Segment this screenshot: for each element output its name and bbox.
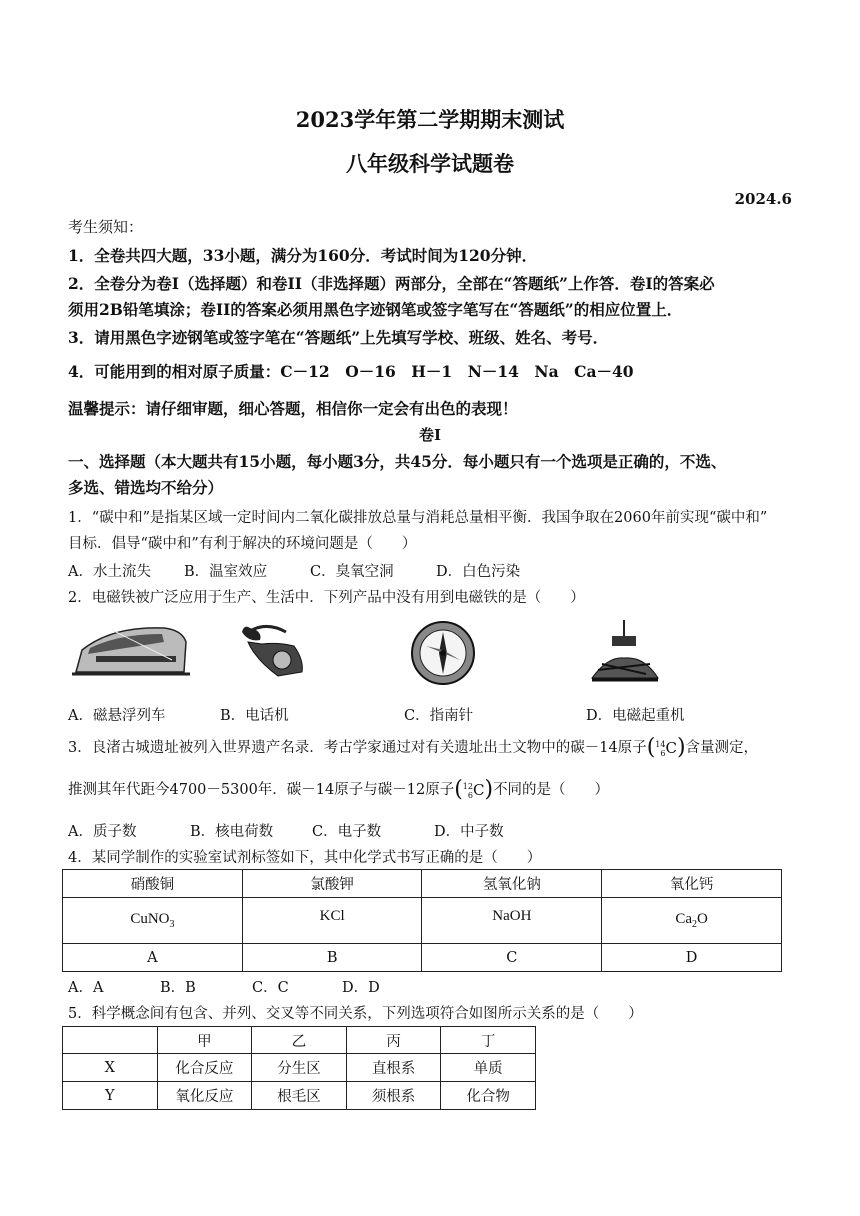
q4-letter-a: A	[63, 944, 243, 972]
exam-date: 2024.6	[734, 190, 792, 208]
q4-letter-b: B	[242, 944, 422, 972]
q4-text: 4．某同学制作的实验室试剂标签如下，其中化学式书写正确的是（ ）	[68, 850, 542, 866]
q5-header-jia: 甲	[157, 1027, 252, 1054]
q1-option-b: B．温室效应	[184, 564, 268, 580]
q1-line1: 1．“碳中和”是指某区域一定时间内二氧化碳排放总量与消耗总量相平衡．我国争取在2060年前实现“碳中和”	[68, 510, 768, 526]
q1-option-a: A．水土流失	[68, 564, 151, 580]
q2-option-d: D．电磁起重机	[586, 708, 685, 724]
telephone-image	[238, 620, 308, 682]
notice-item-2: 2．全卷分为卷I（选择题）和卷II（非选择题）两部分，全部在“答题纸”上作答．卷I的答案必	[68, 274, 715, 293]
maglev-train-image	[72, 620, 190, 678]
electromagnetic-crane-image	[588, 620, 660, 684]
q5-row-x-bing: 直根系	[346, 1054, 441, 1082]
q4-name-c: 氢氧化钠	[422, 870, 602, 898]
q3-line1: 3．良渚古城遗址被列入世界遗产名录．考古学家通过对有关遗址出土文物中的碳－14原子( 14 6 C)含量测定，	[68, 735, 759, 760]
q4-formula-d: $Ca_2O$	[602, 898, 782, 944]
notice-item-3: 3．请用黑色字迹钢笔或签字笔在“答题纸”上先填写学校、班级、姓名、考号．	[68, 328, 609, 347]
q5-header-bing: 丙	[346, 1027, 441, 1054]
notice-item-4: 4．可能用到的相对原子质量：C－12 O－16 H－1 N－14 Na Ca－40	[68, 362, 634, 381]
q1-line2: 目标．倡导“碳中和”有利于解决的环境问题是（ ）	[68, 536, 417, 552]
q3-option-b: B．核电荷数	[190, 824, 274, 840]
q1-option-d: D．白色污染	[436, 564, 521, 580]
q4-formula-b: KCl	[242, 898, 422, 944]
q5-row-y-ding: 化合物	[441, 1082, 536, 1110]
q5-row-y-bing: 须根系	[346, 1082, 441, 1110]
volume-label: 卷I	[418, 426, 442, 444]
q5-row-y-jia: 氧化反应	[157, 1082, 252, 1110]
exam-subtitle: 八年级科学试题卷	[346, 151, 514, 176]
section1-line2: 多选、错选均不给分）	[68, 478, 224, 497]
q4-formula-c: NaOH	[422, 898, 602, 944]
q2-option-b: B．电话机	[220, 708, 289, 724]
q5-header-yi: 乙	[252, 1027, 347, 1054]
q4-letter-d: D	[602, 944, 782, 972]
q5-row-x-jia: 化合反应	[157, 1054, 252, 1082]
q2-text: 2．电磁铁被广泛应用于生产、生活中．下列产品中没有用到电磁铁的是（ ）	[68, 590, 585, 606]
q2-option-c: C．指南针	[404, 708, 474, 724]
q4-letter-c: C	[422, 944, 602, 972]
q3-option-c: C．电子数	[312, 824, 382, 840]
q4-label-table	[62, 869, 782, 972]
q4-formula-a: CuNO$_3$	[63, 898, 243, 944]
q5-header-ding: 丁	[441, 1027, 536, 1054]
compass-image	[408, 620, 478, 686]
q5-row-y-label: Y	[63, 1082, 158, 1110]
q4-option-d: D．D	[342, 980, 380, 996]
q5-row-x-ding: 单质	[441, 1054, 536, 1082]
q5-row-y-yi: 根毛区	[252, 1082, 347, 1110]
q5-row-x-label: X	[63, 1054, 158, 1082]
q4-option-a: A．A	[68, 980, 104, 996]
section1-line1: 一、选择题（本大题共有15小题，每小题3分，共45分．每小题只有一个选项是正确的，不选、	[68, 452, 727, 471]
q5-concept-table	[62, 1026, 536, 1110]
q4-name-a: 硝酸铜	[63, 870, 243, 898]
exam-title: 2023学年第二学期期末测试	[295, 107, 565, 132]
q5-text: 5．科学概念间有包含、并列、交叉等不同关系，下列选项符合如图所示关系的是（ ）	[68, 1006, 643, 1022]
q1-option-c: C．臭氧空洞	[310, 564, 394, 580]
carbon-12-isotope: 12 6 C	[462, 781, 485, 800]
q4-option-b: B．B	[160, 980, 196, 996]
notice-tip: 温馨提示：请仔细审题，细心答题，相信你一定会有出色的表现！	[68, 399, 518, 418]
q5-header-empty	[63, 1027, 158, 1054]
q3-option-a: A．质子数	[68, 824, 137, 840]
q4-option-c: C．C	[252, 980, 289, 996]
carbon-14-isotope: 14 6 C	[655, 739, 677, 758]
q5-row-x-yi: 分生区	[252, 1054, 347, 1082]
notice-item-1: 1．全卷共四大题，33小题，满分为160分．考试时间为120分钟．	[68, 246, 538, 265]
q3-line2: 推测其年代距今4700－5300年．碳－14原子与碳－12原子( 12 6 C)不同的是（ ）	[68, 777, 610, 802]
notice-heading: 考生须知：	[68, 218, 144, 236]
q3-option-d: D．中子数	[434, 824, 504, 840]
q2-option-a: A．磁悬浮列车	[68, 708, 166, 724]
notice-item-2-cont: 须用2B铅笔填涂；卷II的答案必须用黑色字迹钢笔或签字笔写在“答题纸”的相应位置上．	[68, 300, 683, 319]
q4-name-b: 氯酸钾	[242, 870, 422, 898]
q4-name-d: 氧化钙	[602, 870, 782, 898]
